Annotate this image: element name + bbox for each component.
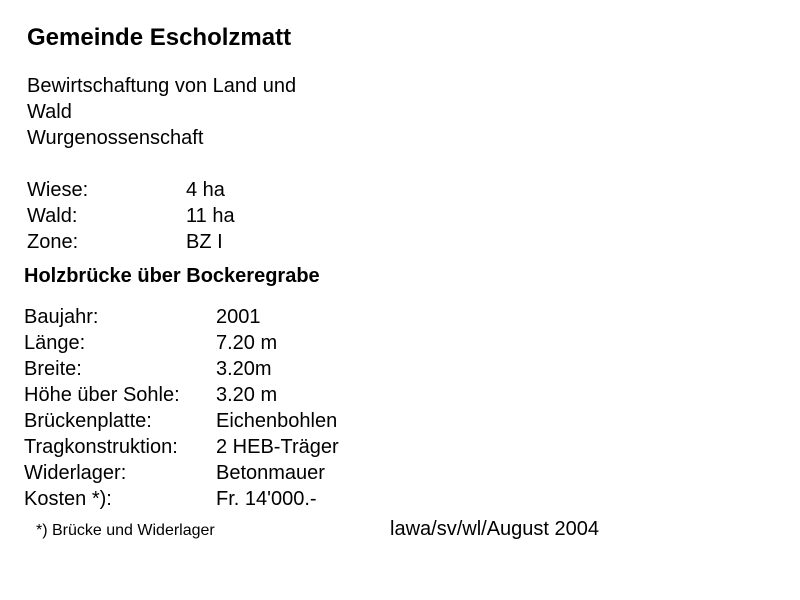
subtitle-line: Wald: [27, 101, 72, 123]
bridge-value: Fr. 14'000.-: [216, 488, 317, 510]
bridge-row: [24, 486, 339, 512]
land-label: Wald:: [27, 205, 78, 227]
land-value: 11 ha: [186, 205, 235, 227]
bridge-row: [24, 408, 339, 434]
subtitle-line: Bewirtschaftung von Land und: [27, 75, 297, 97]
bridge-label: Kosten *):: [24, 488, 112, 510]
bridge-value: 2 HEB-Träger: [216, 436, 339, 458]
bridge-value: 2001: [216, 306, 261, 328]
land-row: [27, 177, 235, 203]
bridge-row: [24, 330, 339, 356]
bridge-row: [24, 434, 339, 460]
bridge-label: Tragkonstruktion:: [24, 436, 178, 458]
bridge-label: Baujahr:: [24, 306, 99, 328]
bridge-row: [24, 356, 339, 382]
bridge-value: Eichenbohlen: [216, 410, 338, 432]
bridge-label: Breite:: [24, 358, 82, 380]
bridge-details: [24, 304, 339, 512]
land-label: Zone:: [27, 231, 79, 253]
bridge-value: Betonmauer: [216, 462, 325, 484]
bridge-label: Höhe über Sohle:: [24, 384, 180, 406]
bridge-row: [24, 304, 339, 330]
bridge-value: 3.20 m: [216, 384, 278, 406]
bridge-row: [24, 460, 339, 486]
footnote: *) Brücke und Widerlager: [36, 522, 215, 539]
bridge-row: [24, 382, 339, 408]
bridge-label: Brückenplatte:: [24, 410, 152, 432]
land-value: 4 ha: [186, 179, 225, 201]
land-row: [27, 203, 235, 229]
subtitle-line: Wurgenossenschaft: [27, 127, 204, 149]
credit-line: lawa/sv/wl/August 2004: [390, 518, 600, 540]
bridge-value: 7.20 m: [216, 332, 278, 354]
land-label: Wiese:: [27, 179, 89, 201]
land-row: [27, 229, 235, 255]
bridge-label: Länge:: [24, 332, 86, 354]
land-details: [27, 177, 235, 255]
bridge-title: Holzbrücke über Bockeregrabe: [24, 265, 320, 287]
bridge-value: 3.20m: [216, 358, 272, 380]
page-title: Gemeinde Escholzmatt: [27, 24, 292, 51]
land-value: BZ I: [186, 231, 223, 253]
subtitle-block: [27, 73, 296, 151]
bridge-label: Widerlager:: [24, 462, 127, 484]
